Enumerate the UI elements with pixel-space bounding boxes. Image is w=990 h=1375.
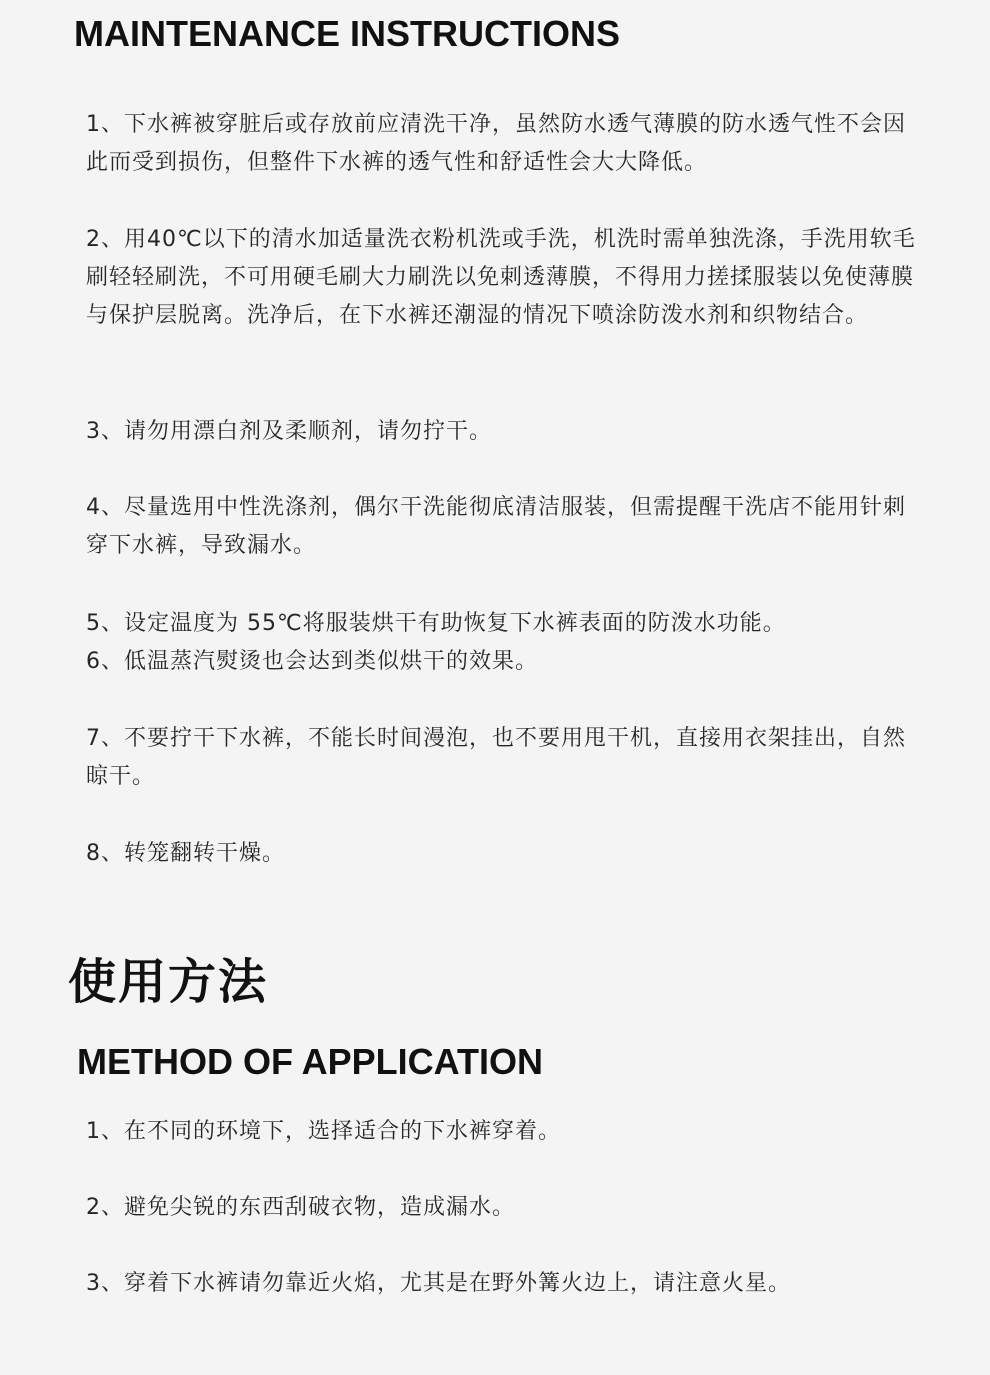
usage-item-2: 2、避免尖锐的东西刮破衣物，造成漏水。 xyxy=(86,1195,515,1220)
maintenance-title: MAINTENANCE INSTRUCTIONS xyxy=(74,13,620,54)
usage-title-en: METHOD OF APPLICATION xyxy=(77,1041,543,1082)
maintenance-item-6: 6、低温蒸汽熨烫也会达到类似烘干的效果。 xyxy=(86,649,538,674)
maintenance-item-8: 8、转笼翻转干燥。 xyxy=(86,841,285,866)
maintenance-item-1: 1、下水裤被穿脏后或存放前应清洗干净，虽然防水透气薄膜的防水透气性不会因此而受到损伤，但整件下水裤的透气性和舒适性会大大降低。 xyxy=(86,112,906,175)
maintenance-item-2: 2、用40℃以下的清水加适量洗衣粉机洗或手洗，机洗时需单独洗涤，手洗用软毛刷轻轻刷洗，不可用硬毛刷大力刷洗以免刺透薄膜，不得用力搓揉服装以免使薄膜与保护层脱离。洗净后，在下水裤还潮湿的情况下喷涂防泼水剂和织物结合。 xyxy=(86,227,916,328)
usage-item-3: 3、穿着下水裤请勿靠近火焰，尤其是在野外篝火边上，请注意火星。 xyxy=(86,1271,791,1296)
maintenance-item-5: 5、设定温度为 55℃将服装烘干有助恢复下水裤表面的防泼水功能。 xyxy=(86,611,786,636)
maintenance-item-7: 7、不要拧干下水裤，不能长时间漫泡，也不要用甩干机，直接用衣架挂出，自然晾干。 xyxy=(86,726,906,789)
usage-title-cn: 使用方法 xyxy=(68,954,269,1010)
maintenance-item-3: 3、请勿用漂白剂及柔顺剂，请勿拧干。 xyxy=(86,419,492,444)
usage-item-1: 1、在不同的环境下，选择适合的下水裤穿着。 xyxy=(86,1119,561,1144)
maintenance-item-4: 4、尽量选用中性洗涤剂，偶尔干洗能彻底清洁服装，但需提醒干洗店不能用针刺穿下水裤，导致漏水。 xyxy=(86,495,906,558)
